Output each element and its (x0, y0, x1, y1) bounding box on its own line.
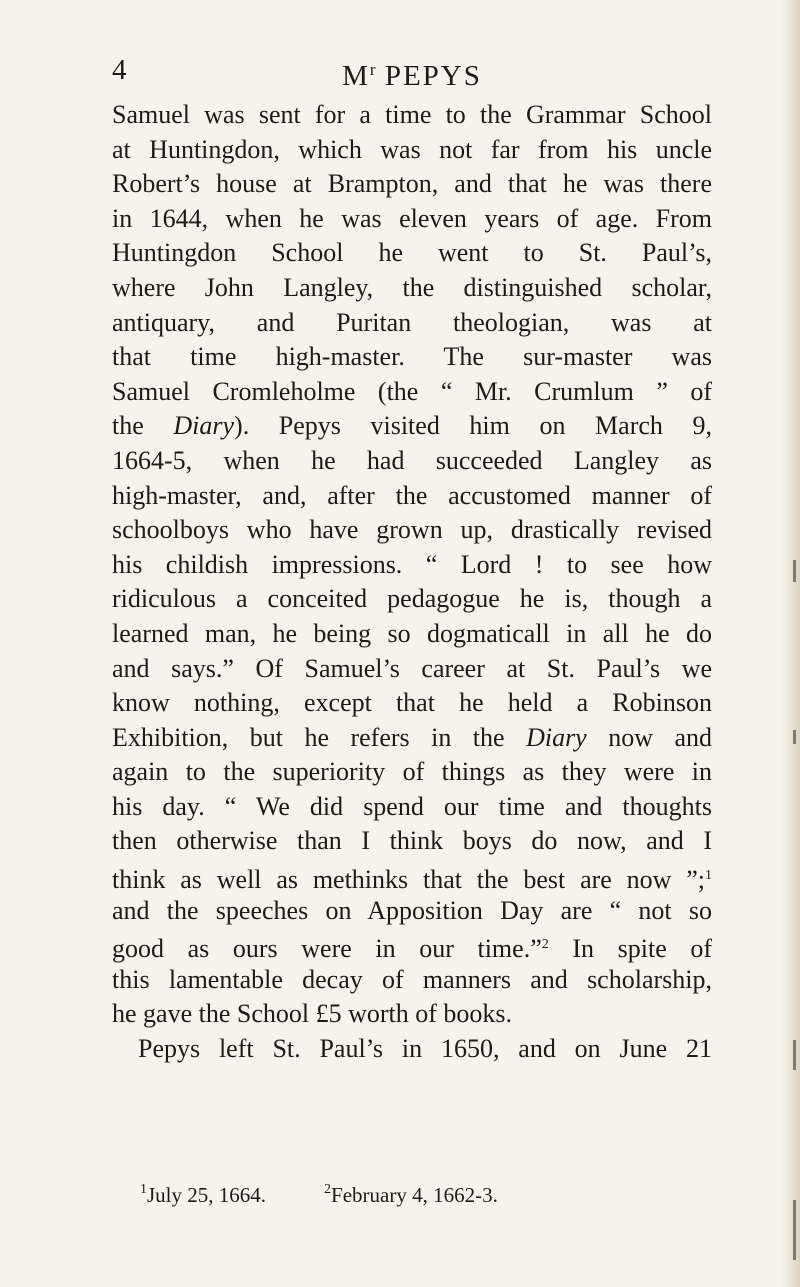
text-line (112, 409, 712, 444)
text-line-content: think as well as methinks that the best are now ”; (112, 865, 705, 895)
text-line: this lamentable decay of manners and scholarship, (112, 964, 712, 994)
text-line: again to the superiority of things as they were in (112, 757, 712, 787)
text-line: 1664-5, when he had succeeded Langley as (112, 445, 712, 475)
text-line: Exhibition, but he refers in the Diary now and (112, 722, 712, 752)
book-title-italic: Diary (173, 411, 235, 441)
footnote-marker: 2 (324, 1182, 332, 1197)
text-line: and says.” Of Samuel’s career at St. Paul’s we (112, 653, 712, 683)
text-line-tail: In spite of (548, 934, 712, 964)
text-line: that time high-master. The sur-master was (112, 342, 712, 372)
text-line: he gave the School £5 worth of books. (112, 999, 513, 1029)
page-header (112, 50, 712, 90)
text-line: his childish impressions. “ Lord ! to see how (112, 549, 712, 579)
page-number: 4 (112, 54, 128, 86)
edge-mark (793, 1040, 796, 1070)
text-line: in 1644, when he was eleven years of age. From (112, 203, 712, 233)
text-line: at Huntingdon, which was not far from his uncle (112, 134, 712, 164)
text-line: high-master, and, after the accustomed manner of (112, 480, 712, 510)
text-line: then otherwise than I think boys do now, and I (112, 826, 712, 856)
edge-mark (793, 560, 796, 582)
paragraph-start-line: Pepys left St. Paul’s in 1650, and on June 21 (138, 1034, 712, 1064)
text-line: where John Langley, the distinguished scholar, (112, 272, 712, 302)
footnotes (140, 1176, 700, 1209)
footnote-text: February 4, 1662-3. (331, 1183, 498, 1207)
text-line: Samuel Cromleholme (the “ Mr. Crumlum ” of (112, 376, 712, 406)
edge-mark (793, 1200, 796, 1260)
text-line-with-footnote (112, 928, 712, 963)
running-title-main: M (342, 60, 370, 92)
footnote-1 (140, 1176, 266, 1209)
italic-line: the Diary). Pepys visited him on March 9, (112, 411, 712, 441)
footnote-marker: 2 (541, 937, 549, 953)
footnote-marker: 1 (140, 1182, 147, 1197)
text-line: know nothing, except that he held a Robinson (112, 688, 712, 718)
text-line: Robert’s house at Brampton, and that he was there (112, 169, 712, 199)
footnote-2 (324, 1176, 498, 1209)
footnote-text: July 25, 1664. (147, 1183, 267, 1207)
text-line: and the speeches on Apposition Day are “ not so (112, 895, 712, 925)
edge-mark (793, 730, 796, 744)
body-text (112, 98, 712, 1067)
text-line: ridiculous a conceited pedagogue he is, though a (112, 584, 712, 614)
text-line: his day. “ We did spend our time and thoughts (112, 791, 712, 821)
text-line: learned man, he being so dogmaticall in all he do (112, 618, 712, 648)
running-title-superscript: r (369, 60, 376, 79)
page-edge (782, 0, 800, 1287)
text-line: Huntingdon School he went to St. Paul’s, (112, 238, 712, 268)
text-line: antiquary, and Puritan theologian, was at (112, 307, 712, 337)
running-title-rest: PEPYS (375, 60, 482, 92)
book-title-italic: Diary (526, 722, 587, 752)
text-line: schoolboys who have grown up, drastically revised (112, 515, 712, 545)
text-line-content: good as ours were in our time.” (112, 934, 542, 964)
text-line-with-footnote (112, 859, 712, 894)
running-title (112, 50, 712, 96)
footnote-marker: 1 (705, 868, 712, 884)
text-line: Samuel was sent for a time to the Grammar School (112, 100, 712, 129)
